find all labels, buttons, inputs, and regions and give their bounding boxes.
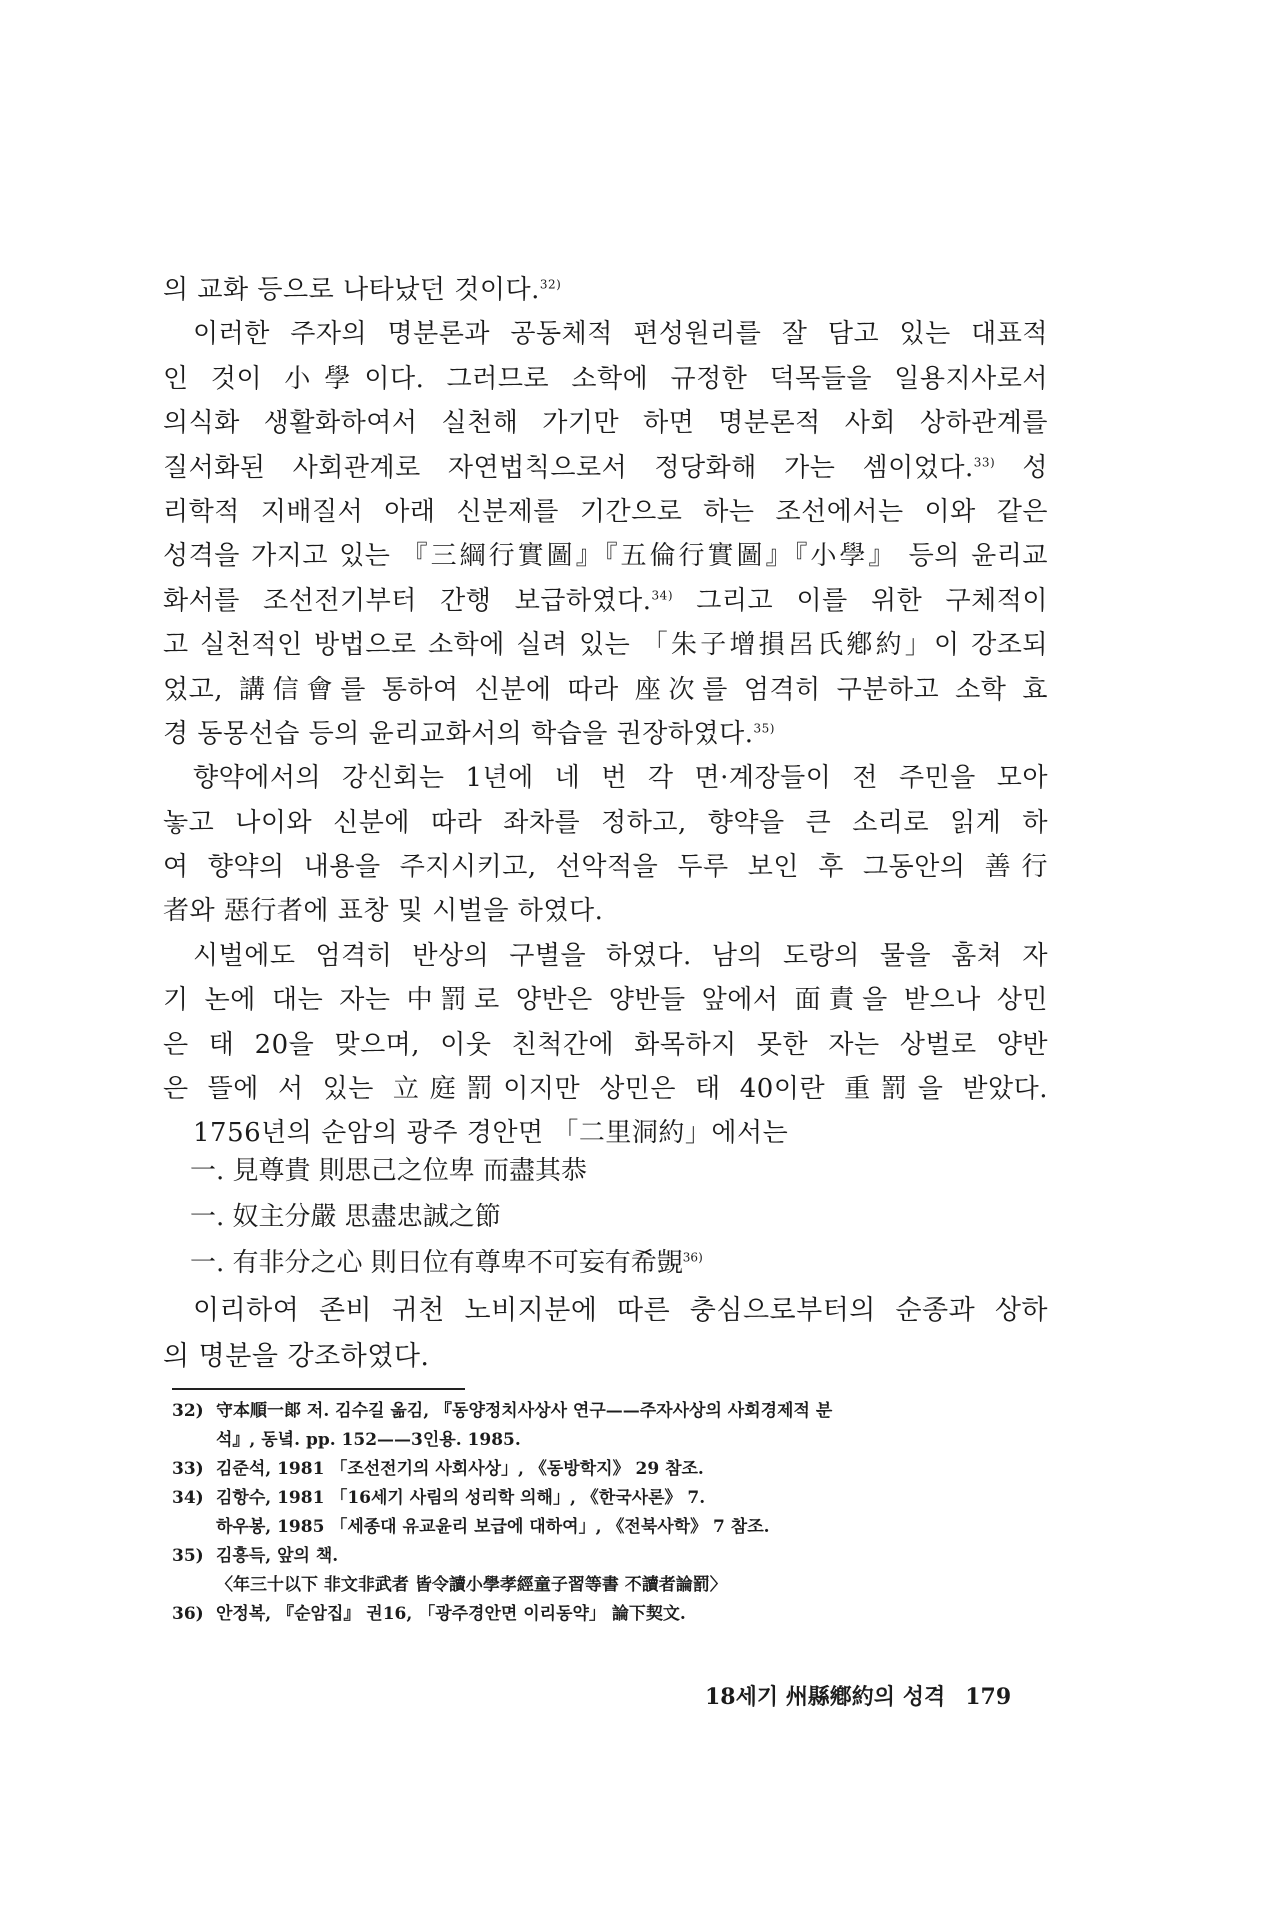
- body-line: [163, 1067, 1048, 1111]
- line-text: 은 태 20을 맞으며, 이웃 친척간에 화목하지 못한 자는 상벌로 양반: [163, 1029, 1048, 1060]
- body-line: [163, 357, 1048, 401]
- footnote-text: 석』, 동녘. pp. 152——3인용. 1985.: [216, 1430, 521, 1450]
- body-line: [163, 845, 1048, 889]
- body-line: [163, 934, 1048, 978]
- line-text-after: 성: [995, 452, 1048, 483]
- footnote: [172, 1426, 1048, 1455]
- footnote-number: 34): [172, 1488, 204, 1508]
- line-text: 시벌에도 엄격히 반상의 구별을 하였다. 남의 도랑의 물을 훔쳐 자: [193, 940, 1048, 971]
- footnotes: [172, 1397, 1048, 1629]
- quote-text: 一. 有非分之心 則日位有尊卑不可妄有希覬: [190, 1248, 683, 1278]
- body-line: [163, 534, 1048, 578]
- line-text: 1756년의 순암의 광주 경안면 「二里洞約」에서는: [193, 1118, 789, 1149]
- line-text: 성격을 가지고 있는 『三綱行實圖』『五倫行實圖』『小學』 등의 윤리교: [163, 541, 1048, 572]
- body-line: [163, 756, 1048, 800]
- footnote: [172, 1484, 1048, 1513]
- line-text: 놓고 나이와 신분에 따라 좌차를 정하고, 향약을 큰 소리로 읽게 하: [163, 807, 1048, 838]
- footnote-divider: [172, 1388, 465, 1390]
- footnote-number: 33): [172, 1459, 204, 1479]
- line-text: 향약에서의 강신회는 1년에 네 번 각 면·계장들이 전 주민을 모아: [193, 763, 1048, 794]
- footnote: [172, 1397, 1048, 1426]
- body-line: [163, 712, 1048, 756]
- body-line: [163, 668, 1048, 712]
- line-text: 었고, 講信會를 통하여 신분에 따라 座次를 엄격히 구분하고 소학 효: [163, 674, 1048, 705]
- line-text: 의식화 생활화하여서 실천해 가기만 하면 명분론적 사회 상하관계를: [163, 408, 1048, 439]
- line-text: 이리하여 존비 귀천 노비지분에 따른 충심으로부터의 순종과 상하: [193, 1295, 1048, 1326]
- line-text: 기 논에 대는 자는 中罰로 양반은 양반들 앞에서 面責을 받으나 상민: [163, 985, 1048, 1016]
- footnote-text: 하우봉, 1985 「세종대 유교윤리 보급에 대하여」, 《전북사학》 7 참조.: [216, 1517, 770, 1537]
- body-line: [163, 579, 1048, 623]
- quote-line: [190, 1240, 703, 1286]
- footnote-ref: 33): [973, 454, 996, 469]
- quote-line: [190, 1194, 703, 1240]
- closing-line: [163, 1334, 1048, 1380]
- body-line: [163, 889, 1048, 933]
- line-text-after: 그리고 이를 위한 구체적이: [673, 585, 1048, 616]
- body-line: [163, 490, 1048, 534]
- line-text: 경 동몽선습 등의 윤리교화서의 학습을 권장하였다.: [163, 718, 754, 749]
- quote-text: 一. 奴主分嚴 思盡忠誠之節: [190, 1202, 501, 1232]
- footnote-text: 안정복, 『순암집』 권16, 「광주경안면 이리동약」 論下契文.: [216, 1604, 686, 1624]
- body-line: [163, 978, 1048, 1022]
- footnote-number: 35): [172, 1546, 204, 1566]
- body-line: [163, 268, 1048, 312]
- footnote-text: 김흥득, 앞의 책.: [216, 1546, 339, 1566]
- footnote-text: 김준석, 1981 「조선전기의 사회사상」, 《동방학지》 29 참조.: [216, 1459, 704, 1479]
- footnote-text: 〈年三十以下 非文非武者 皆令讀小學孝經童子習等書 不讀者論罰〉: [216, 1575, 727, 1595]
- footnote: [172, 1600, 1048, 1629]
- body-line: [163, 801, 1048, 845]
- line-text: 인 것이 小學이다. 그러므로 소학에 규정한 덕목들을 일용지사로서: [163, 363, 1048, 394]
- footnote-ref: 32): [539, 277, 562, 292]
- footnote-number: 36): [172, 1604, 204, 1624]
- footnote: [172, 1571, 1048, 1600]
- footnote-ref: 34): [651, 588, 673, 603]
- body-text: [163, 268, 1048, 1156]
- footnote-text: 守本順一郞 저. 김수길 옮김, 『동양정치사상사 연구——주자사상의 사회경제적 분: [216, 1401, 833, 1421]
- line-text: 리학적 지배질서 아래 신분제를 기간으로 하는 조선에서는 이와 같은: [163, 496, 1048, 527]
- line-text: 질서화된 사회관계로 자연법칙으로서 정당화해 가는 셈이었다.: [163, 452, 974, 483]
- closing-paragraph: [163, 1288, 1048, 1380]
- footnote: [172, 1513, 1048, 1542]
- line-text: 여 향약의 내용을 주지시키고, 선악적을 두루 보인 후 그동안의 善行: [163, 852, 1048, 883]
- line-text: 의 교화 등으로 나타났던 것이다.: [163, 275, 540, 305]
- body-line: [163, 1023, 1048, 1067]
- line-text: 은 뜰에 서 있는 立庭罰이지만 상민은 태 40이란 重罰을 받았다.: [163, 1074, 1048, 1105]
- running-title: 18세기 州縣鄕約의 성격: [705, 1684, 946, 1710]
- footnote-text: 김항수, 1981 「16세기 사림의 성리학 의해」, 《한국사론》 7.: [216, 1488, 706, 1508]
- footnote-ref: 35): [753, 721, 775, 736]
- footnote-ref: 36): [682, 1250, 703, 1265]
- closing-line: [163, 1288, 1048, 1334]
- line-text: 의 명분을 강조하였다.: [163, 1341, 430, 1372]
- page-footer: [705, 1680, 1011, 1711]
- quoted-articles: [190, 1148, 703, 1286]
- line-text: 화서를 조선전기부터 간행 보급하였다.: [163, 585, 652, 616]
- body-line: [163, 312, 1048, 356]
- quote-text: 一. 見尊貴 則思己之位卑 而盡其恭: [190, 1156, 588, 1186]
- line-text: 者와 惡行者에 표창 및 시벌을 하였다.: [163, 896, 604, 927]
- quote-line: [190, 1148, 703, 1194]
- page-number: 179: [965, 1684, 1012, 1710]
- footnote: [172, 1542, 1048, 1571]
- body-line: [163, 623, 1048, 667]
- footnote: [172, 1455, 1048, 1484]
- line-text: 고 실천적인 방법으로 소학에 실려 있는 「朱子增損呂氏鄕約」이 강조되: [163, 630, 1048, 661]
- body-line: [163, 446, 1048, 490]
- footnote-number: 32): [172, 1401, 204, 1421]
- body-line: [163, 401, 1048, 445]
- line-text: 이러한 주자의 명분론과 공동체적 편성원리를 잘 담고 있는 대표적: [193, 319, 1048, 350]
